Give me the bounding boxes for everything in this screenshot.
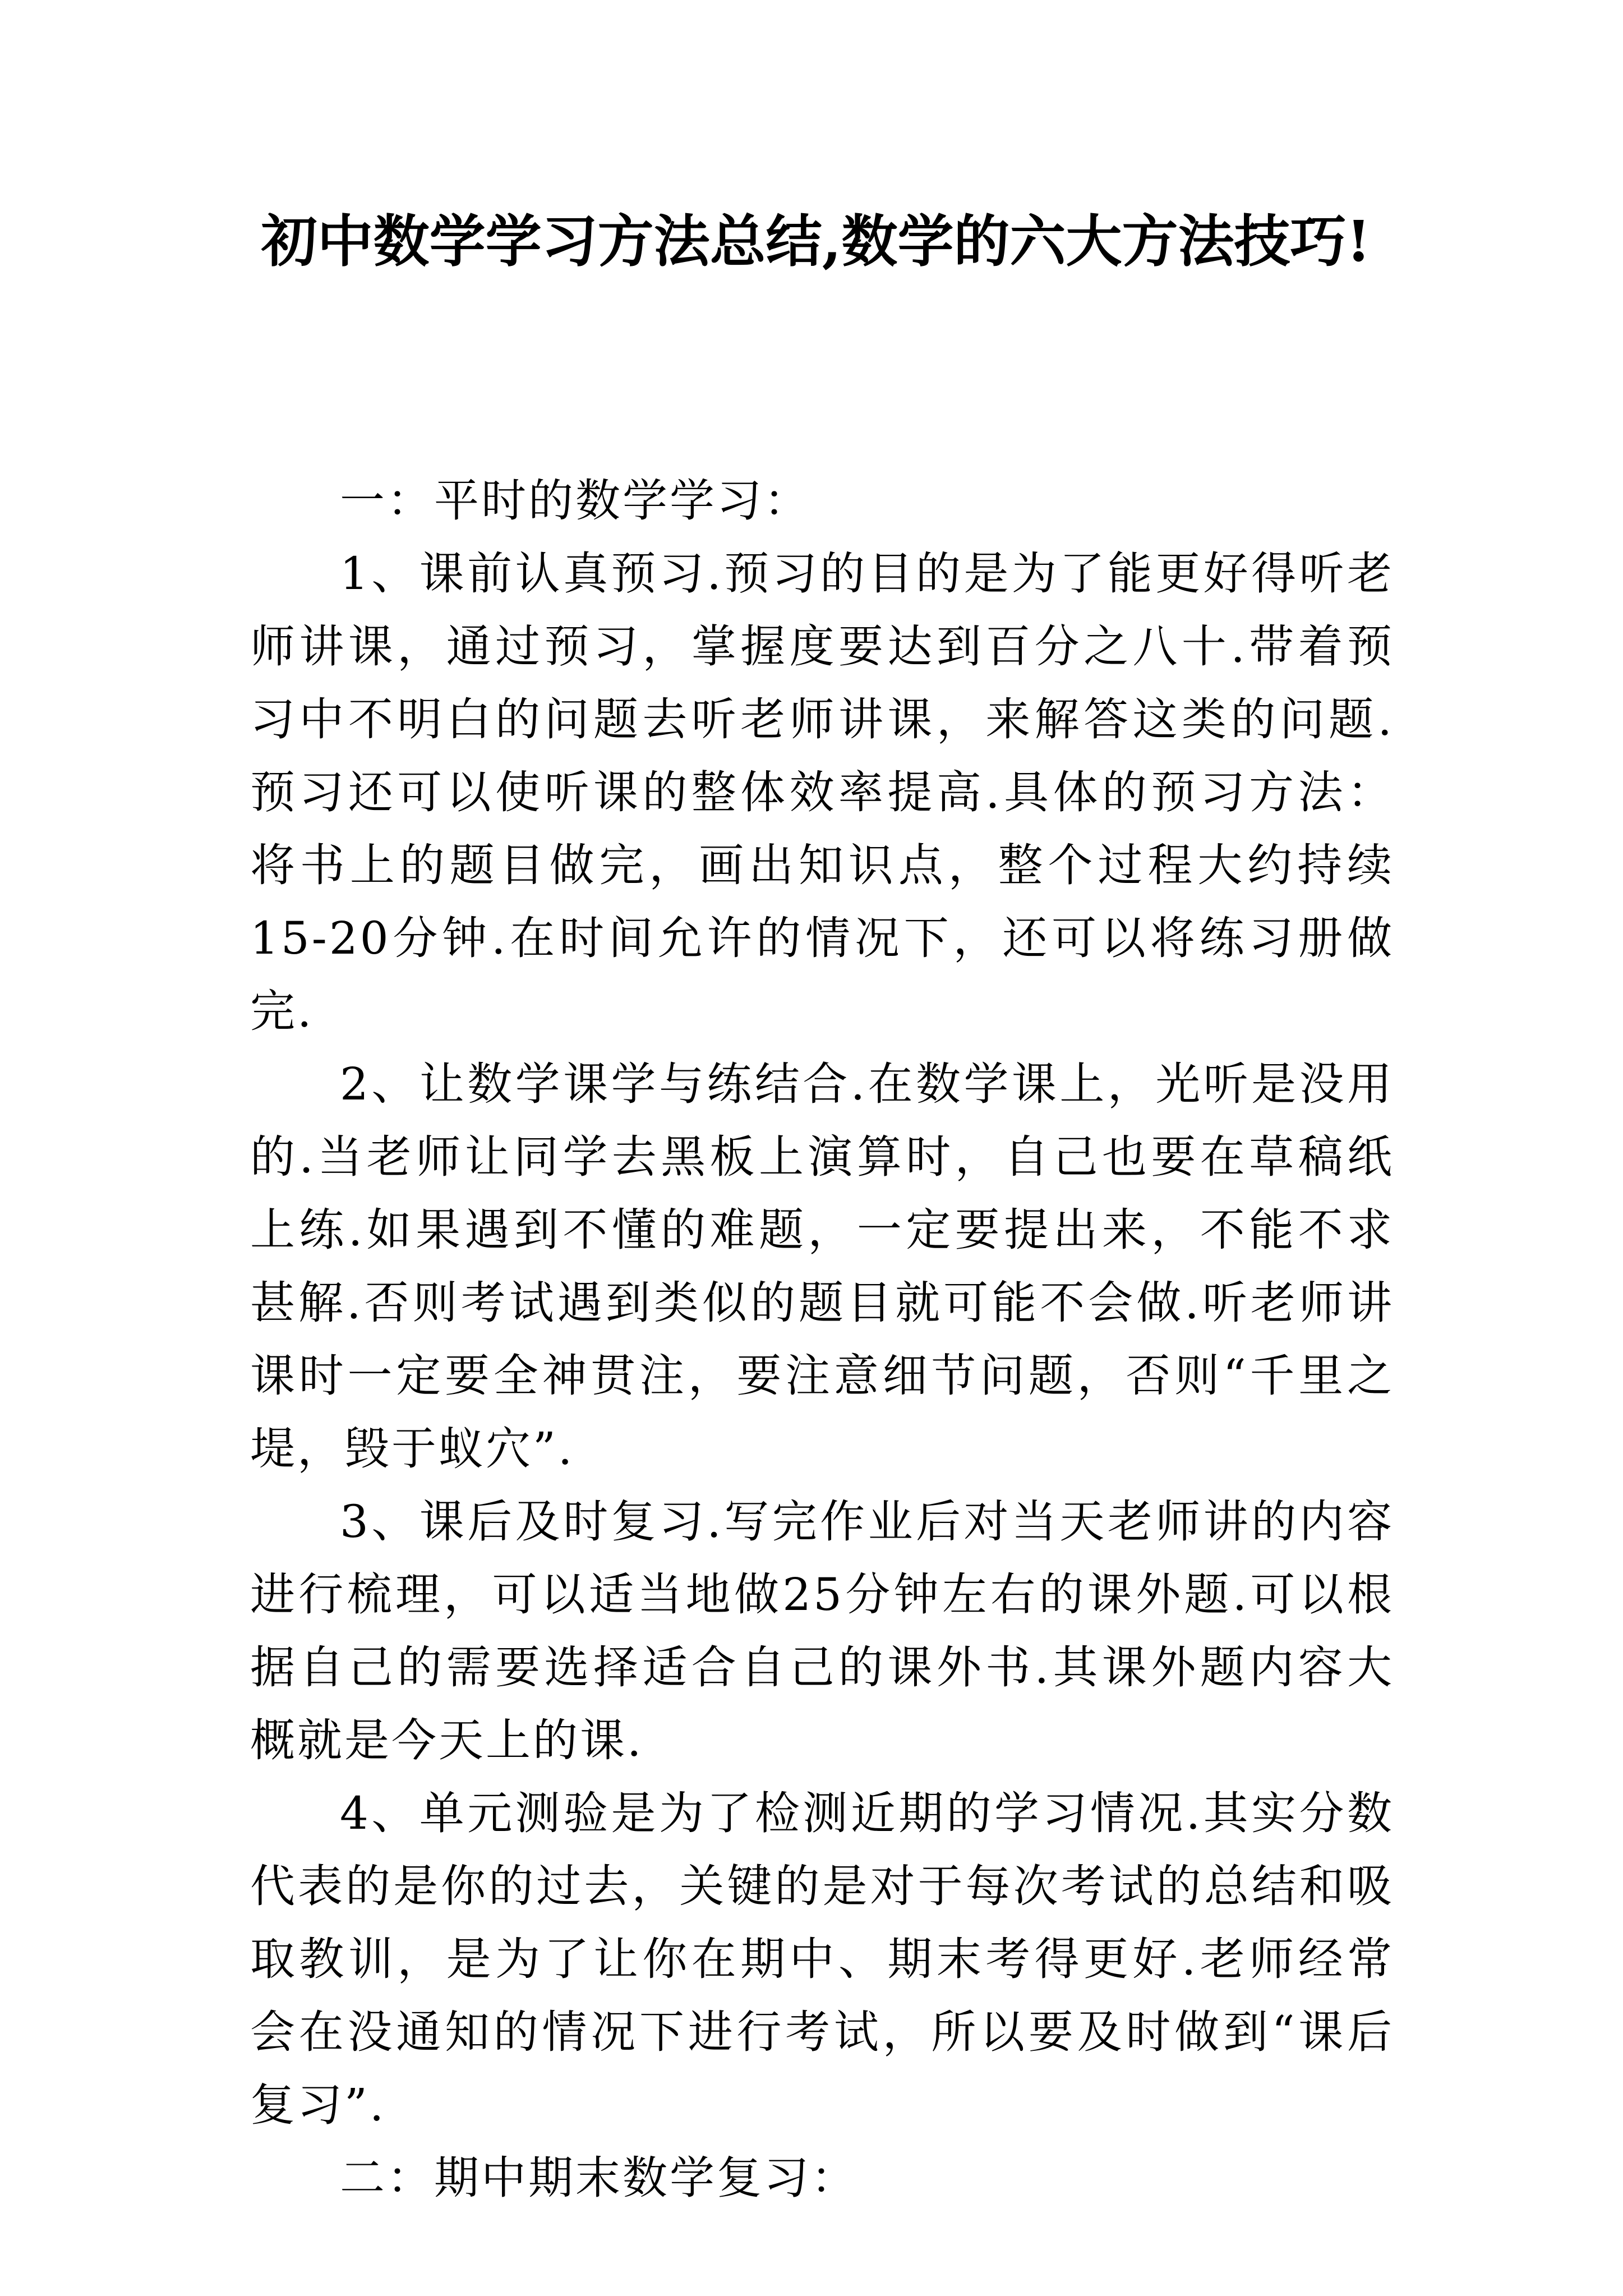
paragraph-2: 2、让数学课学与练结合.在数学课上，光听是没用的.当老师让同学去黑板上演算时，自己也要在草稿纸上练.如果遇到不懂的难题，一定要提出来，不能不求甚解.否则考试遇到类似的题目就可能不会做.听老师讲课时一定要全神贯注，要注意细节问题，否则“千里之堤，毁于蚁穴”. — [250, 1058, 1394, 1475]
paragraph-1: 1、课前认真预习.预习的目的是为了能更好得听老师讲课，通过预习，掌握度要达到百分之八十.带着预习中不明白的问题去听老师讲课，来解答这类的问题.预习还可以使听课的整体效率提高.具体的预习方法：将书上的题目做完，画出知识点，整个过程大约持续15-20分钟.在时间允许的情况下，还可以将练习册做完. — [250, 547, 1394, 1037]
document-title: 初中数学学习方法总结,数学的六大方法技巧! — [261, 208, 1371, 274]
document-body — [250, 464, 1394, 2215]
paragraph-4: 4、单元测验是为了检测近期的学习情况.其实分数代表的是你的过去，关键的是对于每次考试的总结和吸取教训，是为了让你在期中、期末考得更好.老师经常会在没通知的情况下进行考试，所以要及时做到“课后复习”. — [250, 1787, 1394, 2131]
section-heading-2: 二：期中期末数学复习： — [340, 2152, 858, 2204]
paragraph-3: 3、课后及时复习.写完作业后对当天老师讲的内容进行梳理，可以适当地做25分钟左右的课外题.可以根据自己的需要选择适合自己的课外书.其课外题内容大概就是今天上的课. — [250, 1496, 1394, 1766]
section-heading-1: 一：平时的数学学习： — [340, 475, 811, 527]
